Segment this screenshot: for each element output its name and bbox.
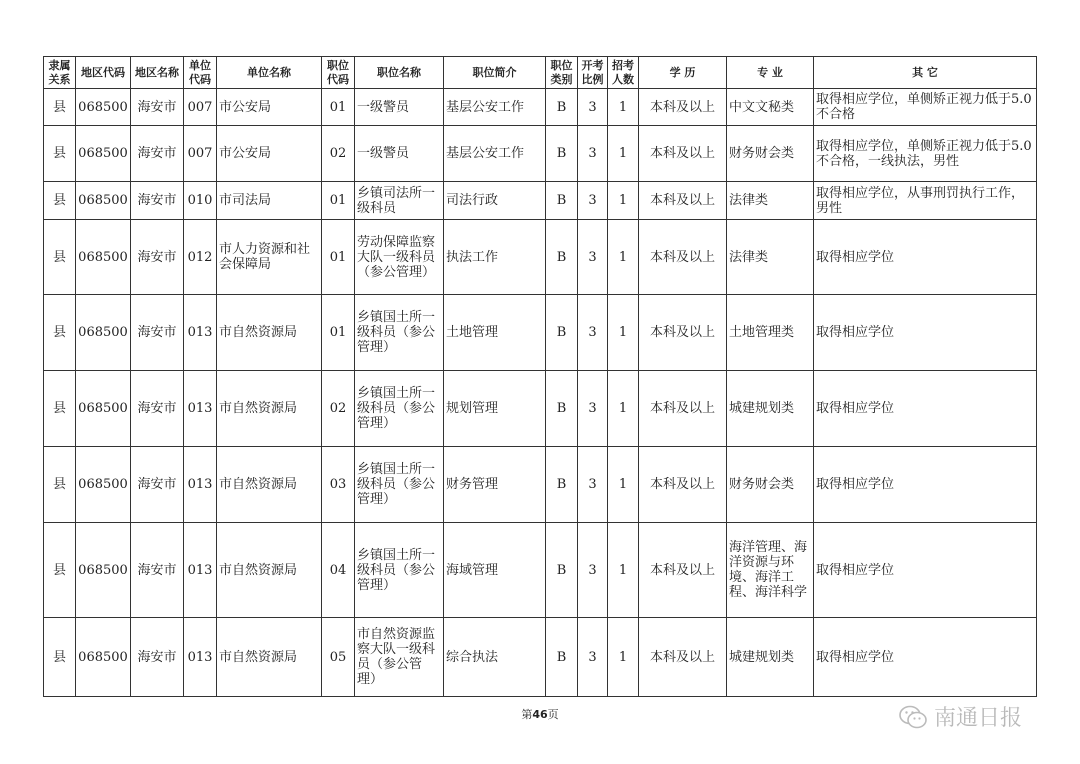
position-name-cell: 市自然资源监察大队一级科员（参公管理） bbox=[355, 618, 444, 697]
header-cell: 职位类别 bbox=[546, 57, 578, 89]
unit-code-cell: 013 bbox=[184, 295, 217, 371]
count-cell: 1 bbox=[608, 89, 639, 126]
position-name-cell: 乡镇国土所一级科员（参公管理） bbox=[355, 447, 444, 523]
unit-name-cell: 市人力资源和社会保障局 bbox=[217, 220, 322, 295]
page-prefix: 第 bbox=[521, 708, 533, 721]
major-cell: 中文文秘类 bbox=[727, 89, 814, 126]
category-cell: B bbox=[546, 618, 578, 697]
header-cell: 地区名称 bbox=[131, 57, 184, 89]
region-name-cell: 海安市 bbox=[131, 220, 184, 295]
region-name-cell: 海安市 bbox=[131, 523, 184, 618]
position-name-cell: 乡镇司法所一级科员 bbox=[355, 182, 444, 220]
position-name-cell: 一级警员 bbox=[355, 126, 444, 182]
other-cell: 取得相应学位，单侧矫正视力低于5.0不合格 bbox=[814, 89, 1037, 126]
page-number: 46 bbox=[532, 708, 548, 721]
header-cell: 专 业 bbox=[727, 57, 814, 89]
category-cell: B bbox=[546, 523, 578, 618]
position-name-cell: 一级警员 bbox=[355, 89, 444, 126]
count-cell: 1 bbox=[608, 618, 639, 697]
count-cell: 1 bbox=[608, 523, 639, 618]
unit-code-cell: 013 bbox=[184, 371, 217, 447]
position-code-cell: 02 bbox=[322, 371, 355, 447]
region-code-cell: 068500 bbox=[76, 618, 131, 697]
major-cell: 城建规划类 bbox=[727, 371, 814, 447]
ratio-cell: 3 bbox=[578, 220, 608, 295]
ratio-cell: 3 bbox=[578, 126, 608, 182]
ratio-cell: 3 bbox=[578, 371, 608, 447]
category-cell: B bbox=[546, 295, 578, 371]
header-cell: 学 历 bbox=[639, 57, 727, 89]
major-cell: 海洋管理、海洋资源与环境、海洋工程、海洋科学 bbox=[727, 523, 814, 618]
relation-cell: 县 bbox=[44, 371, 76, 447]
table-row bbox=[44, 295, 1037, 371]
position-desc-cell: 规划管理 bbox=[444, 371, 546, 447]
relation-cell: 县 bbox=[44, 126, 76, 182]
count-cell: 1 bbox=[608, 182, 639, 220]
table-row bbox=[44, 220, 1037, 295]
count-cell: 1 bbox=[608, 295, 639, 371]
table-row bbox=[44, 89, 1037, 126]
region-code-cell: 068500 bbox=[76, 126, 131, 182]
count-cell: 1 bbox=[608, 126, 639, 182]
header-cell: 职位代码 bbox=[322, 57, 355, 89]
unit-name-cell: 市自然资源局 bbox=[217, 295, 322, 371]
ratio-cell: 3 bbox=[578, 618, 608, 697]
unit-code-cell: 013 bbox=[184, 618, 217, 697]
unit-code-cell: 012 bbox=[184, 220, 217, 295]
region-name-cell: 海安市 bbox=[131, 295, 184, 371]
position-desc-cell: 综合执法 bbox=[444, 618, 546, 697]
unit-code-cell: 010 bbox=[184, 182, 217, 220]
relation-cell: 县 bbox=[44, 618, 76, 697]
table-row bbox=[44, 618, 1037, 697]
unit-name-cell: 市司法局 bbox=[217, 182, 322, 220]
category-cell: B bbox=[546, 447, 578, 523]
ratio-cell: 3 bbox=[578, 295, 608, 371]
position-code-cell: 01 bbox=[322, 182, 355, 220]
unit-name-cell: 市公安局 bbox=[217, 89, 322, 126]
region-name-cell: 海安市 bbox=[131, 447, 184, 523]
unit-name-cell: 市自然资源局 bbox=[217, 371, 322, 447]
position-code-cell: 02 bbox=[322, 126, 355, 182]
table-row bbox=[44, 523, 1037, 618]
other-cell: 取得相应学位，从事刑罚执行工作，男性 bbox=[814, 182, 1037, 220]
major-cell: 土地管理类 bbox=[727, 295, 814, 371]
position-desc-cell: 基层公安工作 bbox=[444, 89, 546, 126]
region-code-cell: 068500 bbox=[76, 220, 131, 295]
major-cell: 法律类 bbox=[727, 182, 814, 220]
unit-name-cell: 市自然资源局 bbox=[217, 618, 322, 697]
relation-cell: 县 bbox=[44, 182, 76, 220]
header-cell: 招考人数 bbox=[608, 57, 639, 89]
education-cell: 本科及以上 bbox=[639, 295, 727, 371]
position-desc-cell: 海域管理 bbox=[444, 523, 546, 618]
header-cell: 单位名称 bbox=[217, 57, 322, 89]
position-name-cell: 乡镇国土所一级科员（参公管理） bbox=[355, 523, 444, 618]
table-row bbox=[44, 126, 1037, 182]
position-name-cell: 乡镇国土所一级科员（参公管理） bbox=[355, 295, 444, 371]
page-suffix: 页 bbox=[547, 708, 559, 721]
header-cell: 职位名称 bbox=[355, 57, 444, 89]
position-code-cell: 01 bbox=[322, 220, 355, 295]
header-cell: 隶属关系 bbox=[44, 57, 76, 89]
header-row bbox=[44, 57, 1037, 89]
position-desc-cell: 基层公安工作 bbox=[444, 126, 546, 182]
education-cell: 本科及以上 bbox=[639, 523, 727, 618]
position-desc-cell: 执法工作 bbox=[444, 220, 546, 295]
region-name-cell: 海安市 bbox=[131, 371, 184, 447]
category-cell: B bbox=[546, 126, 578, 182]
header-cell: 单位代码 bbox=[184, 57, 217, 89]
region-name-cell: 海安市 bbox=[131, 126, 184, 182]
position-code-cell: 03 bbox=[322, 447, 355, 523]
major-cell: 法律类 bbox=[727, 220, 814, 295]
education-cell: 本科及以上 bbox=[639, 447, 727, 523]
relation-cell: 县 bbox=[44, 220, 76, 295]
unit-code-cell: 013 bbox=[184, 523, 217, 618]
relation-cell: 县 bbox=[44, 447, 76, 523]
other-cell: 取得相应学位 bbox=[814, 220, 1037, 295]
education-cell: 本科及以上 bbox=[639, 371, 727, 447]
major-cell: 财务财会类 bbox=[727, 126, 814, 182]
wechat-icon bbox=[898, 704, 928, 730]
major-cell: 财务财会类 bbox=[727, 447, 814, 523]
region-code-cell: 068500 bbox=[76, 182, 131, 220]
header-cell: 地区代码 bbox=[76, 57, 131, 89]
region-code-cell: 068500 bbox=[76, 89, 131, 126]
table-row bbox=[44, 447, 1037, 523]
watermark bbox=[898, 701, 1022, 732]
region-name-cell: 海安市 bbox=[131, 618, 184, 697]
header-cell: 开考比例 bbox=[578, 57, 608, 89]
region-code-cell: 068500 bbox=[76, 447, 131, 523]
relation-cell: 县 bbox=[44, 89, 76, 126]
education-cell: 本科及以上 bbox=[639, 126, 727, 182]
position-code-cell: 05 bbox=[322, 618, 355, 697]
position-code-cell: 01 bbox=[322, 295, 355, 371]
header-cell: 职位简介 bbox=[444, 57, 546, 89]
table-row bbox=[44, 182, 1037, 220]
position-code-cell: 04 bbox=[322, 523, 355, 618]
category-cell: B bbox=[546, 89, 578, 126]
position-desc-cell: 土地管理 bbox=[444, 295, 546, 371]
category-cell: B bbox=[546, 220, 578, 295]
ratio-cell: 3 bbox=[578, 89, 608, 126]
count-cell: 1 bbox=[608, 447, 639, 523]
watermark-text: 南通日报 bbox=[934, 706, 1023, 731]
category-cell: B bbox=[546, 182, 578, 220]
region-name-cell: 海安市 bbox=[131, 182, 184, 220]
header-cell: 其 它 bbox=[814, 57, 1037, 89]
position-desc-cell: 财务管理 bbox=[444, 447, 546, 523]
unit-code-cell: 007 bbox=[184, 89, 217, 126]
position-name-cell: 劳动保障监察大队一级科员（参公管理） bbox=[355, 220, 444, 295]
region-code-cell: 068500 bbox=[76, 523, 131, 618]
other-cell: 取得相应学位 bbox=[814, 371, 1037, 447]
other-cell: 取得相应学位 bbox=[814, 447, 1037, 523]
education-cell: 本科及以上 bbox=[639, 220, 727, 295]
position-desc-cell: 司法行政 bbox=[444, 182, 546, 220]
unit-code-cell: 007 bbox=[184, 126, 217, 182]
ratio-cell: 3 bbox=[578, 523, 608, 618]
major-cell: 城建规划类 bbox=[727, 618, 814, 697]
ratio-cell: 3 bbox=[578, 447, 608, 523]
ratio-cell: 3 bbox=[578, 182, 608, 220]
region-code-cell: 068500 bbox=[76, 371, 131, 447]
unit-code-cell: 013 bbox=[184, 447, 217, 523]
education-cell: 本科及以上 bbox=[639, 618, 727, 697]
category-cell: B bbox=[546, 371, 578, 447]
other-cell: 取得相应学位，单侧矫正视力低于5.0不合格，一线执法，男性 bbox=[814, 126, 1037, 182]
recruitment-table bbox=[43, 56, 1037, 697]
unit-name-cell: 市自然资源局 bbox=[217, 447, 322, 523]
region-name-cell: 海安市 bbox=[131, 89, 184, 126]
relation-cell: 县 bbox=[44, 295, 76, 371]
other-cell: 取得相应学位 bbox=[814, 618, 1037, 697]
other-cell: 取得相应学位 bbox=[814, 295, 1037, 371]
relation-cell: 县 bbox=[44, 523, 76, 618]
unit-name-cell: 市自然资源局 bbox=[217, 523, 322, 618]
unit-name-cell: 市公安局 bbox=[217, 126, 322, 182]
region-code-cell: 068500 bbox=[76, 295, 131, 371]
count-cell: 1 bbox=[608, 371, 639, 447]
table-row bbox=[44, 371, 1037, 447]
count-cell: 1 bbox=[608, 220, 639, 295]
other-cell: 取得相应学位 bbox=[814, 523, 1037, 618]
position-code-cell: 01 bbox=[322, 89, 355, 126]
education-cell: 本科及以上 bbox=[639, 182, 727, 220]
position-name-cell: 乡镇国土所一级科员（参公管理） bbox=[355, 371, 444, 447]
education-cell: 本科及以上 bbox=[639, 89, 727, 126]
